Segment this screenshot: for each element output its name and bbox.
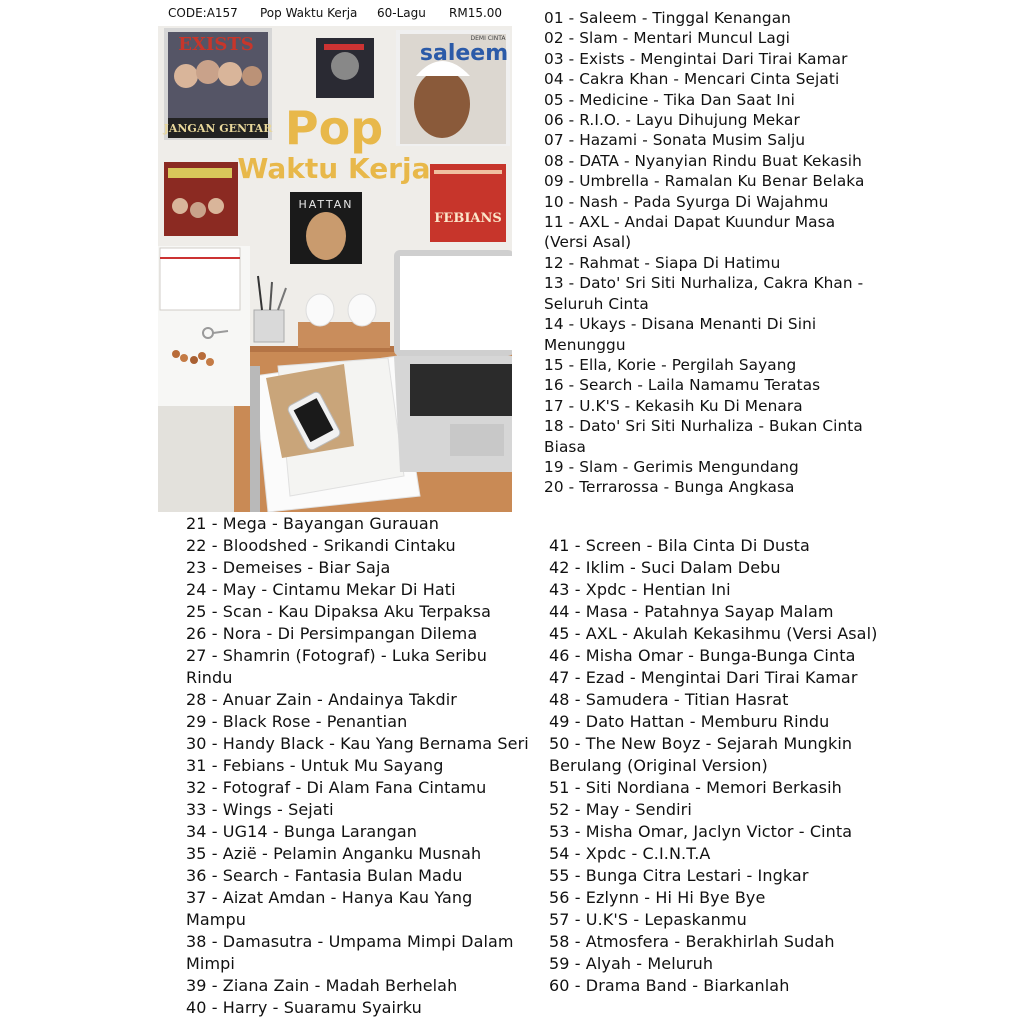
list-item: 17 - U.K'S - Kekasih Ku Di Menara bbox=[544, 396, 803, 415]
list-item: 06 - R.I.O. - Layu Dihujung Mekar bbox=[544, 111, 800, 130]
list-item: 07 - Hazami - Sonata Musim Salju bbox=[544, 131, 806, 150]
list-item: 58 - Atmosfera - Berakhirlah Sudah bbox=[549, 932, 835, 951]
list-item: 54 - Xpdc - C.I.N.T.A bbox=[549, 844, 711, 863]
list-item: Berulang (Original Version) bbox=[549, 756, 768, 775]
list-item: 53 - Misha Omar, Jaclyn Victor - Cinta bbox=[549, 822, 853, 841]
list-item: 14 - Ukays - Disana Menanti Di Sini bbox=[544, 315, 817, 334]
list-item: 45 - AXL - Akulah Kekasihmu (Versi Asal) bbox=[549, 624, 878, 643]
cover-artwork bbox=[158, 26, 512, 512]
list-item: 46 - Misha Omar - Bunga-Bunga Cinta bbox=[549, 646, 856, 665]
list-item: 35 - Azië - Pelamin Anganku Musnah bbox=[186, 844, 482, 863]
list-item: Mampu bbox=[186, 910, 246, 929]
list-item: 51 - Siti Nordiana - Memori Berkasih bbox=[549, 778, 842, 797]
list-item: 10 - Nash - Pada Syurga Di Wajahmu bbox=[544, 192, 829, 211]
list-item: 05 - Medicine - Tika Dan Saat Ini bbox=[544, 90, 796, 109]
list-item: 19 - Slam - Gerimis Mengundang bbox=[544, 457, 799, 476]
list-item: 22 - Bloodshed - Srikandi Cintaku bbox=[186, 536, 456, 555]
list-item: 50 - The New Boyz - Sejarah Mungkin bbox=[549, 734, 853, 753]
list-item: 31 - Febians - Untuk Mu Sayang bbox=[186, 756, 444, 775]
list-item: 29 - Black Rose - Penantian bbox=[186, 712, 408, 731]
list-item: 60 - Drama Band - Biarkanlah bbox=[549, 976, 790, 995]
album-febians-title: FEBIANS bbox=[434, 211, 502, 226]
list-item: Menunggu bbox=[544, 335, 626, 354]
list-item: 56 - Ezlynn - Hi Hi Bye Bye bbox=[549, 888, 766, 907]
list-item: Mimpi bbox=[186, 954, 235, 973]
list-item: 24 - May - Cintamu Mekar Di Hati bbox=[186, 580, 456, 599]
list-item: 37 - Aizat Amdan - Hanya Kau Yang bbox=[186, 888, 473, 907]
list-item: 57 - U.K'S - Lepaskanmu bbox=[549, 910, 747, 929]
list-item: 08 - DATA - Nyanyian Rindu Buat Kekasih bbox=[544, 151, 862, 170]
list-item: 03 - Exists - Mengintai Dari Tirai Kamar bbox=[544, 49, 848, 68]
list-item: (Versi Asal) bbox=[544, 233, 632, 252]
list-item: 32 - Fotograf - Di Alam Fana Cintamu bbox=[186, 778, 487, 797]
track-list-41-60 bbox=[549, 535, 878, 997]
list-item: 18 - Dato' Sri Siti Nurhaliza - Bukan Cinta bbox=[544, 417, 863, 436]
list-item: 47 - Ezad - Mengintai Dari Tirai Kamar bbox=[549, 668, 858, 687]
list-item: 16 - Search - Laila Namamu Teratas bbox=[544, 376, 821, 395]
list-item: 27 - Shamrin (Fotograf) - Luka Seribu bbox=[186, 646, 487, 665]
list-item: Biasa bbox=[544, 437, 586, 456]
cover-title-line1: Pop bbox=[284, 101, 384, 155]
list-item: 23 - Demeises - Biar Saja bbox=[186, 558, 391, 577]
track-list-21-40 bbox=[186, 513, 529, 1019]
list-item: 11 - AXL - Andai Dapat Kuundur Masa bbox=[544, 213, 836, 232]
list-item: 34 - UG14 - Bunga Larangan bbox=[186, 822, 417, 841]
list-item: Rindu bbox=[186, 668, 233, 687]
list-item: 26 - Nora - Di Persimpangan Dilema bbox=[186, 624, 478, 643]
list-item: 13 - Dato' Sri Siti Nurhaliza, Cakra Khan - bbox=[544, 274, 864, 293]
list-item: 20 - Terrarossa - Bunga Angkasa bbox=[544, 478, 795, 497]
list-item: 44 - Masa - Patahnya Sayap Malam bbox=[549, 602, 834, 621]
product-header bbox=[160, 4, 512, 24]
list-item: 01 - Saleem - Tinggal Kenangan bbox=[544, 9, 791, 27]
list-item: 02 - Slam - Mentari Muncul Lagi bbox=[544, 29, 791, 48]
list-item: 49 - Dato Hattan - Memburu Rindu bbox=[549, 712, 830, 731]
list-item: 38 - Damasutra - Umpama Mimpi Dalam bbox=[186, 932, 514, 951]
list-item: 15 - Ella, Korie - Pergilah Sayang bbox=[544, 355, 797, 374]
song-count: 60-Lagu bbox=[377, 6, 426, 20]
list-item: 55 - Bunga Citra Lestari - Ingkar bbox=[549, 866, 809, 885]
list-item: Seluruh Cinta bbox=[544, 294, 649, 313]
list-item: 36 - Search - Fantasia Bulan Madu bbox=[186, 866, 463, 885]
list-item: 41 - Screen - Bila Cinta Di Dusta bbox=[549, 536, 810, 555]
product-code: CODE:A157 bbox=[168, 6, 238, 20]
album-saleem-subtitle: DEMI CINTA bbox=[470, 35, 506, 42]
list-item: 59 - Alyah - Meluruh bbox=[549, 954, 714, 973]
list-item: 04 - Cakra Khan - Mencari Cinta Sejati bbox=[544, 70, 840, 89]
list-item: 40 - Harry - Suaramu Syairku bbox=[186, 998, 422, 1017]
product-title: Pop Waktu Kerja bbox=[260, 6, 358, 20]
album-cover bbox=[158, 26, 512, 512]
album-saleem-title: saleem bbox=[419, 41, 509, 66]
album-exists-title: EXISTS bbox=[178, 34, 254, 55]
product-price: RM15.00 bbox=[449, 6, 503, 20]
list-item: 28 - Anuar Zain - Andainya Takdir bbox=[186, 690, 457, 709]
album-exists-subtitle: JANGAN GENTAR bbox=[163, 122, 273, 135]
list-item: 39 - Ziana Zain - Madah Berhelah bbox=[186, 976, 458, 995]
list-item: 09 - Umbrella - Ramalan Ku Benar Belaka bbox=[544, 172, 865, 191]
list-item: 42 - Iklim - Suci Dalam Debu bbox=[549, 558, 781, 577]
list-item: 48 - Samudera - Titian Hasrat bbox=[549, 690, 789, 709]
album-hattan-title: HATTAN bbox=[298, 198, 354, 211]
list-item: 12 - Rahmat - Siapa Di Hatimu bbox=[544, 253, 781, 272]
list-item: 30 - Handy Black - Kau Yang Bernama Seri bbox=[186, 734, 529, 753]
list-item: 25 - Scan - Kau Dipaksa Aku Terpaksa bbox=[186, 602, 491, 621]
list-item: 33 - Wings - Sejati bbox=[186, 800, 334, 819]
track-list-1-20 bbox=[544, 8, 884, 498]
list-item: 43 - Xpdc - Hentian Ini bbox=[549, 580, 731, 599]
list-item: 21 - Mega - Bayangan Gurauan bbox=[186, 514, 440, 533]
list-item: 52 - May - Sendiri bbox=[549, 800, 692, 819]
cover-title-line2: Waktu Kerja bbox=[237, 152, 431, 185]
